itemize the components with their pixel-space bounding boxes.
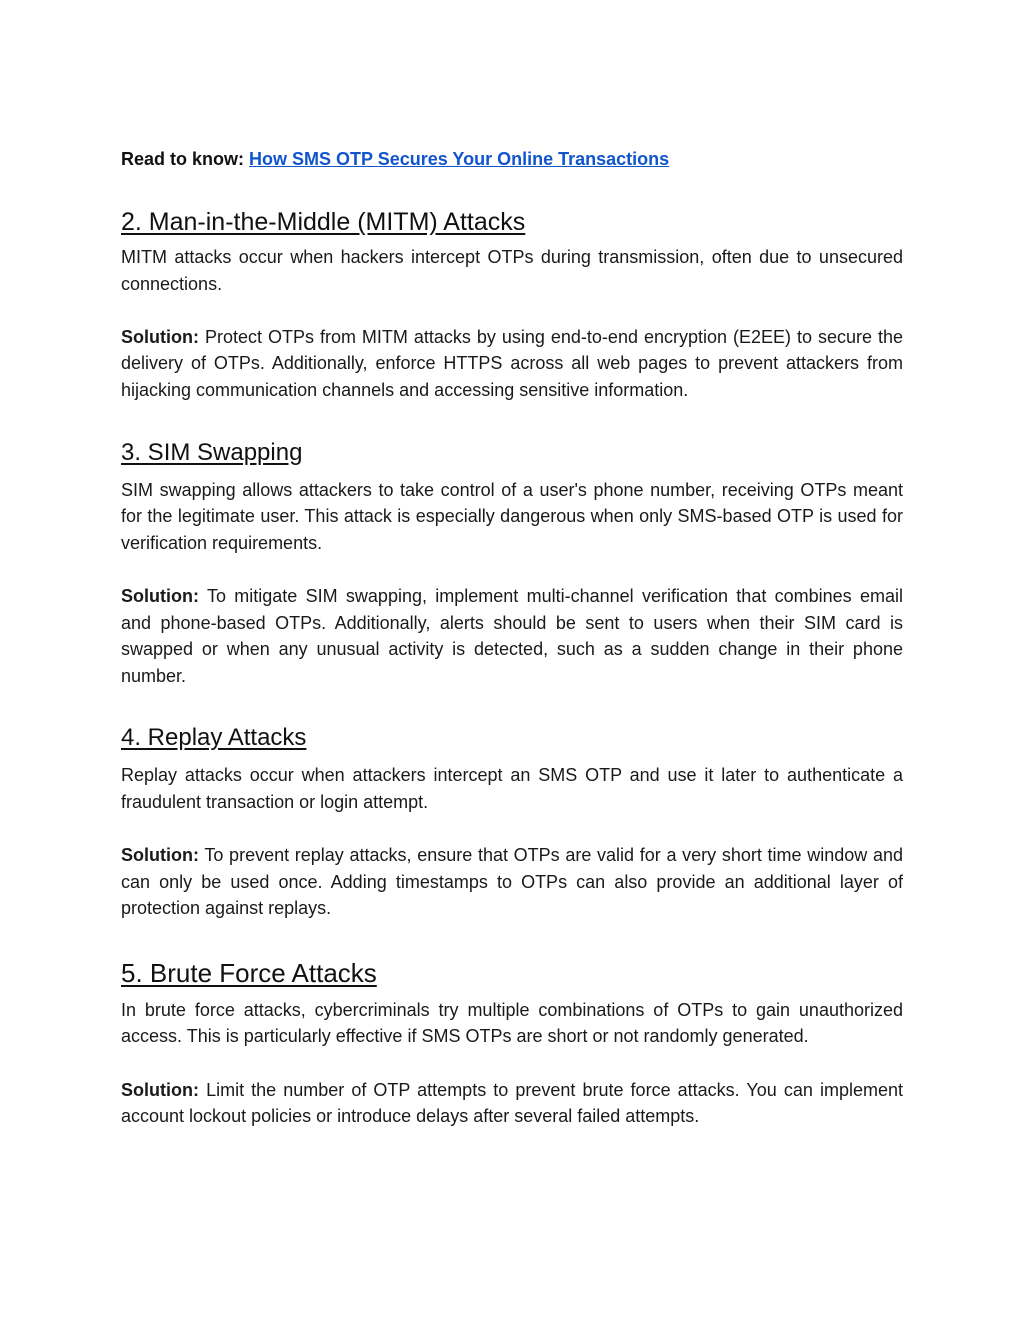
section-intro-replay-attacks: Replay attacks occur when attackers intercept an SMS OTP and use it later to authenticate a fraudulent transaction or login attempt. (121, 765, 903, 812)
section-intro-sim-swapping: SIM swapping allows attackers to take control of a user's phone number, receiving OTPs meant for the legitimate user. This attack is especially dangerous when only SMS-based OTP is used for verification requirements. (121, 479, 903, 553)
section-solution-brute-force (121, 1077, 903, 1130)
section-replay-attacks (121, 722, 903, 922)
solution-text: Protect OTPs from MITM attacks by using end-to-end encryption (E2EE) to secure the delivery of OTPs. Additionally, enforce HTTPS across all web pages to prevent attackers from hijacking communication channels and accessing sensitive information. (121, 326, 903, 400)
section-heading-brute-force: 5. Brute Force Attacks (121, 957, 377, 988)
section-solution-mitm (121, 324, 903, 404)
section-heading-replay-attacks: 4. Replay Attacks (121, 724, 307, 752)
section-heading-sim-swapping: 3. SIM Swapping (121, 438, 303, 466)
solution-label: Solution: (121, 585, 199, 606)
section-heading-mitm: 2. Man-in-the-Middle (MITM) Attacks (121, 208, 526, 236)
section-brute-force (121, 955, 903, 1130)
solution-label: Solution: (121, 326, 199, 347)
section-mitm (121, 205, 903, 404)
solution-label: Solution: (121, 1079, 199, 1100)
document-page (121, 146, 903, 1130)
solution-text: Limit the number of OTP attempts to prevent brute force attacks. You can implement account lockout policies or introduce delays after several failed attempts. (121, 1079, 903, 1127)
section-solution-replay-attacks (121, 842, 903, 922)
solution-label: Solution: (121, 845, 199, 866)
read-to-know-label: Read to know: (121, 149, 245, 169)
section-intro-mitm: MITM attacks occur when hackers intercept OTPs during transmission, often due to unsecured connections. (121, 247, 903, 294)
section-intro-brute-force: In brute force attacks, cybercriminals try multiple combinations of OTPs to gain unauthorized access. This is particularly effective if SMS OTPs are short or not randomly generated. (121, 999, 903, 1047)
section-sim-swapping (121, 437, 903, 690)
solution-text: To prevent replay attacks, ensure that OTPs are valid for a very short time window and can only be used once. Adding timestamps to OTPs can also provide an additional layer of protection against replays. (121, 845, 903, 919)
section-solution-sim-swapping (121, 583, 903, 689)
read-to-know-link[interactable]: How SMS OTP Secures Your Online Transactions (249, 149, 670, 169)
solution-text: To mitigate SIM swapping, implement multi-channel verification that combines email and phone-based OTPs. Additionally, alerts should be sent to users when their SIM card is swapped or when any unusual activity is detected, such as a sudden change in their phone number. (121, 585, 903, 686)
read-to-know-line (121, 146, 903, 172)
